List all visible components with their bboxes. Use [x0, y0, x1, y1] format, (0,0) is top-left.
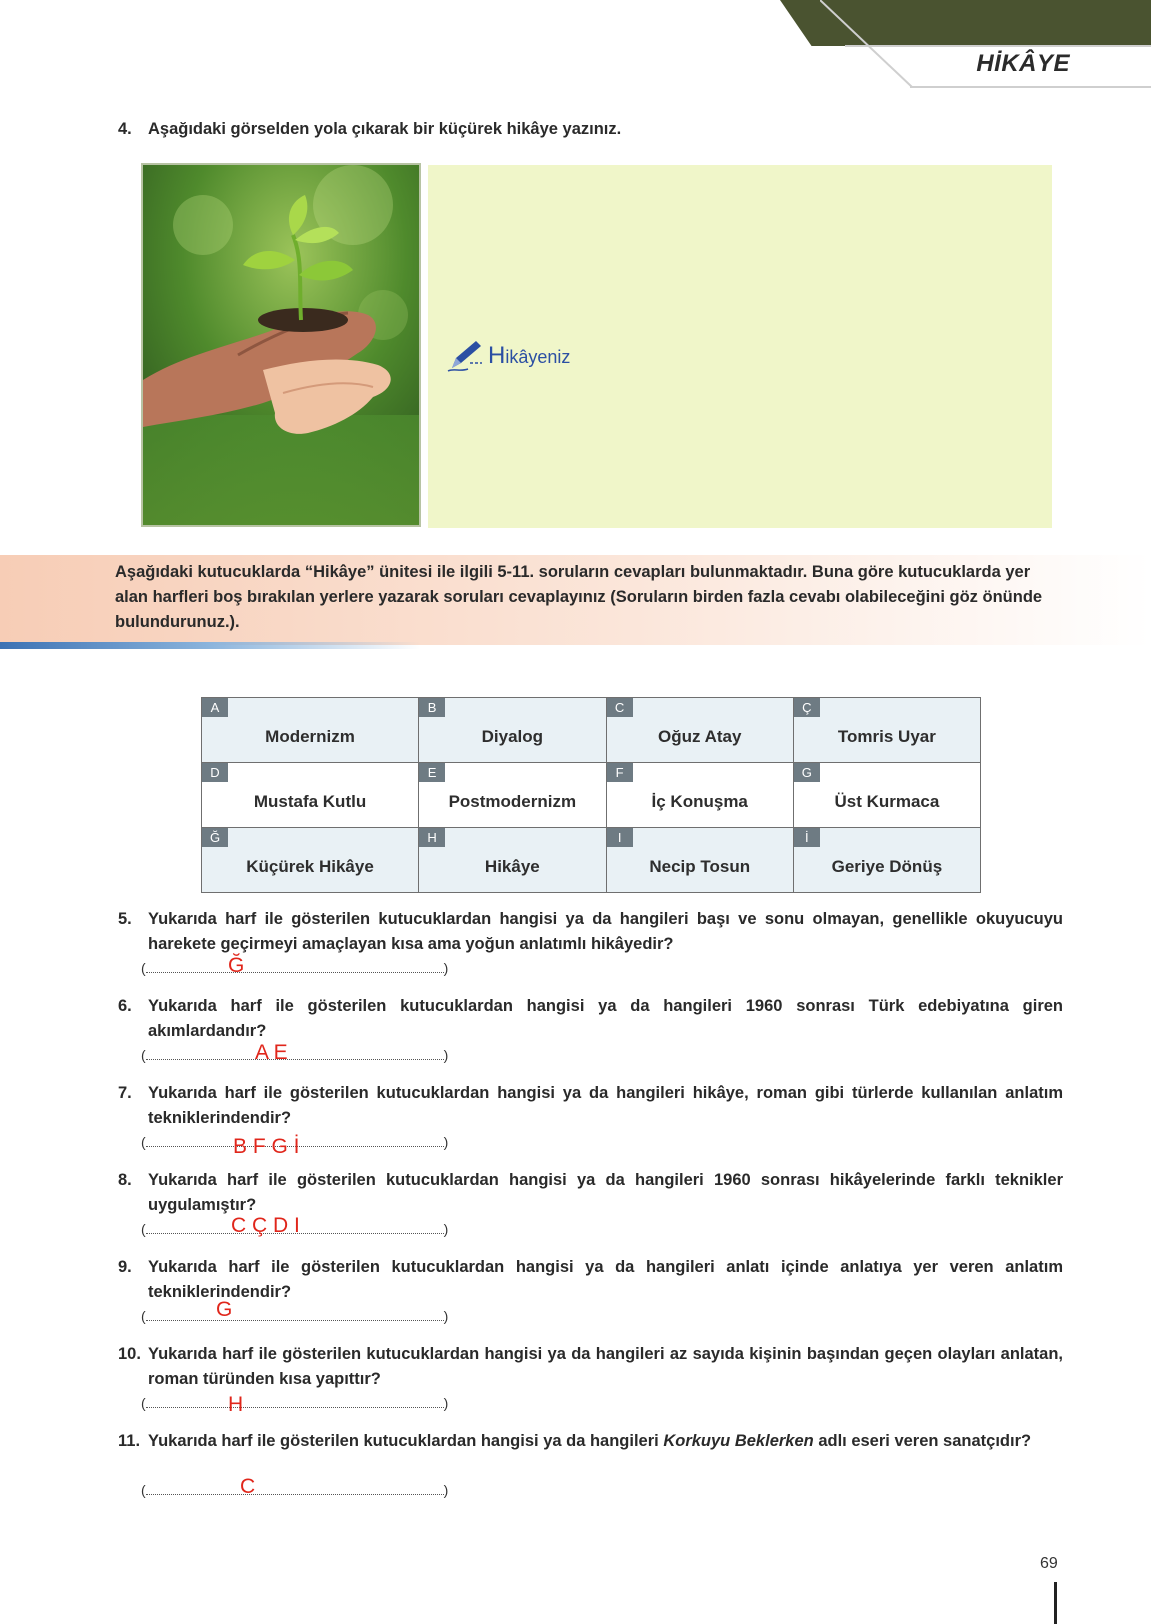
grid-cell — [793, 698, 980, 763]
handwritten-answer: Ğ — [228, 954, 245, 977]
grid-cell — [202, 763, 419, 828]
question-number: 10. — [118, 1345, 141, 1363]
cell-letter: A — [202, 698, 228, 717]
grid-cell — [419, 698, 607, 763]
answer-line[interactable]: ( ) — [141, 1482, 449, 1498]
cell-letter: H — [419, 828, 445, 847]
cell-value: Postmodernizm — [448, 792, 577, 811]
answer-line[interactable]: ( ) — [141, 1047, 449, 1063]
question-text: Aşağıdaki görselden yola çıkarak bir küçürek hikâye yazınız. — [148, 120, 622, 138]
question-5 — [118, 907, 1063, 957]
grid-cell — [202, 698, 419, 763]
cell-letter: E — [419, 763, 445, 782]
handwritten-answer: A E — [255, 1041, 288, 1064]
handwritten-answer: B F G İ — [233, 1135, 300, 1158]
question-text: Yukarıda harf ile gösterilen kutucuklardan hangisi ya da hangileri anlatı içinde anlatıya yer veren anlatım tekniklerindendir? — [148, 1258, 1063, 1301]
question-4 — [118, 120, 621, 139]
story-label-initial: H — [488, 342, 506, 369]
answer-line[interactable]: ( ) — [141, 1221, 449, 1237]
cell-value: Küçürek Hikâye — [246, 857, 374, 876]
cell-value: İç Konuşma — [651, 792, 748, 811]
question-number: 9. — [118, 1258, 132, 1276]
grid-cell — [419, 763, 607, 828]
question-text: Yukarıda harf ile gösterilen kutucuklardan hangisi ya da hangileri 1960 sonrası hikâyelerinde farklı teknikler uygulamıştır? — [148, 1171, 1063, 1214]
cell-value: Hikâye — [484, 857, 540, 876]
cell-letter: Ç — [794, 698, 820, 717]
answer-grid — [201, 697, 981, 893]
story-label — [446, 338, 570, 374]
cell-letter: C — [607, 698, 633, 717]
question-text-part: adlı eseri veren sanatçıdır? — [813, 1432, 1032, 1450]
question-9 — [118, 1255, 1063, 1305]
handwritten-answer: H — [228, 1393, 244, 1416]
question-text: Yukarıda harf ile gösterilen kutucuklardan hangisi ya da hangileri az sayıda kişinin başından geçen olayları anlatan, roman türünden kısa yapıttır? — [148, 1345, 1063, 1388]
question-number: 11. — [118, 1432, 141, 1450]
cell-value: Mustafa Kutlu — [253, 792, 367, 811]
grid-row — [202, 698, 981, 763]
handwritten-answer: G — [216, 1298, 233, 1321]
cell-letter: D — [202, 763, 228, 782]
question-number: 4. — [118, 120, 132, 138]
cell-letter: B — [419, 698, 445, 717]
handwritten-answer: C Ç D I — [231, 1214, 300, 1237]
grid-cell — [606, 698, 793, 763]
question-11 — [118, 1429, 1063, 1454]
page-marker — [1054, 1582, 1057, 1624]
story-label-rest: ikâyeniz — [505, 347, 571, 367]
question-10 — [118, 1342, 1063, 1392]
grid-cell — [793, 763, 980, 828]
question-7 — [118, 1081, 1063, 1131]
pen-icon — [446, 338, 484, 374]
grid-row — [202, 763, 981, 828]
cell-value: Diyalog — [481, 727, 544, 746]
grid-cell — [793, 828, 980, 893]
question-number: 6. — [118, 997, 132, 1015]
cell-letter: I — [607, 828, 633, 847]
answer-line[interactable]: ( ) — [141, 1395, 449, 1411]
page-number: 69 — [1040, 1555, 1058, 1572]
grid-cell — [202, 828, 419, 893]
question-text: Yukarıda harf ile gösterilen kutucuklardan hangisi ya da hangileri 1960 sonrası Türk edebiyatına giren akımlardandır? — [148, 997, 1063, 1040]
answer-line[interactable]: ( ) — [141, 1134, 449, 1150]
cell-value: Tomris Uyar — [837, 727, 936, 746]
cell-letter: F — [607, 763, 633, 782]
cell-letter: İ — [794, 828, 820, 847]
question-text — [148, 1429, 1063, 1454]
question-text: Yukarıda harf ile gösterilen kutucuklardan hangisi ya da hangileri başı ve sonu olmayan, genellikle okuyucuyu harekete geçirmeyi amaçlayan kısa ama yoğun anlatımlı hikâyedir? — [148, 910, 1063, 953]
instruction-text: Aşağıdaki kutucuklarda “Hikâye” ünitesi ile ilgili 5-11. soruların cevapları bulunmaktadır. Buna göre kutucuklarda yer alan harfleri boş bırakılan yerlere yazarak soruları cevaplayınız (Soruların birden fazla cevabı olabileceğini göz önünde bulundurunuz.). — [115, 563, 1043, 631]
cell-value: Geriye Dönüş — [831, 857, 943, 876]
cell-value: Necip Tosun — [649, 857, 751, 876]
grid-row — [202, 828, 981, 893]
cell-value: Oğuz Atay — [658, 727, 742, 746]
cell-letter: Ğ — [202, 828, 228, 847]
seedling-hands-photo — [141, 163, 421, 527]
answer-line[interactable]: ( ) — [141, 960, 449, 976]
answer-line[interactable]: ( ) — [141, 1308, 449, 1324]
handwritten-answer: C — [240, 1475, 256, 1498]
cell-letter: G — [794, 763, 820, 782]
book-title: Korkuyu Beklerken — [663, 1432, 814, 1450]
question-8 — [118, 1168, 1063, 1218]
instruction-underline — [0, 642, 420, 649]
question-6 — [118, 994, 1063, 1044]
cell-value: Modernizm — [265, 727, 355, 746]
grid-cell — [419, 828, 607, 893]
question-text-part: Yukarıda harf ile gösterilen kutucuklardan hangisi ya da hangileri — [148, 1432, 664, 1450]
cell-value: Üst Kurmaca — [834, 792, 940, 811]
grid-cell — [606, 763, 793, 828]
question-number: 8. — [118, 1171, 132, 1189]
question-number: 7. — [118, 1084, 132, 1102]
header-diagonal-rule — [820, 0, 940, 88]
question-text: Yukarıda harf ile gösterilen kutucuklardan hangisi ya da hangileri hikâye, roman gibi türlerde kullanılan anlatım tekniklerindendir? — [148, 1084, 1063, 1127]
grid-cell — [606, 828, 793, 893]
section-title: HİKÂYE — [976, 50, 1070, 77]
question-number: 5. — [118, 910, 132, 928]
header-rule-bottom — [910, 86, 1151, 88]
